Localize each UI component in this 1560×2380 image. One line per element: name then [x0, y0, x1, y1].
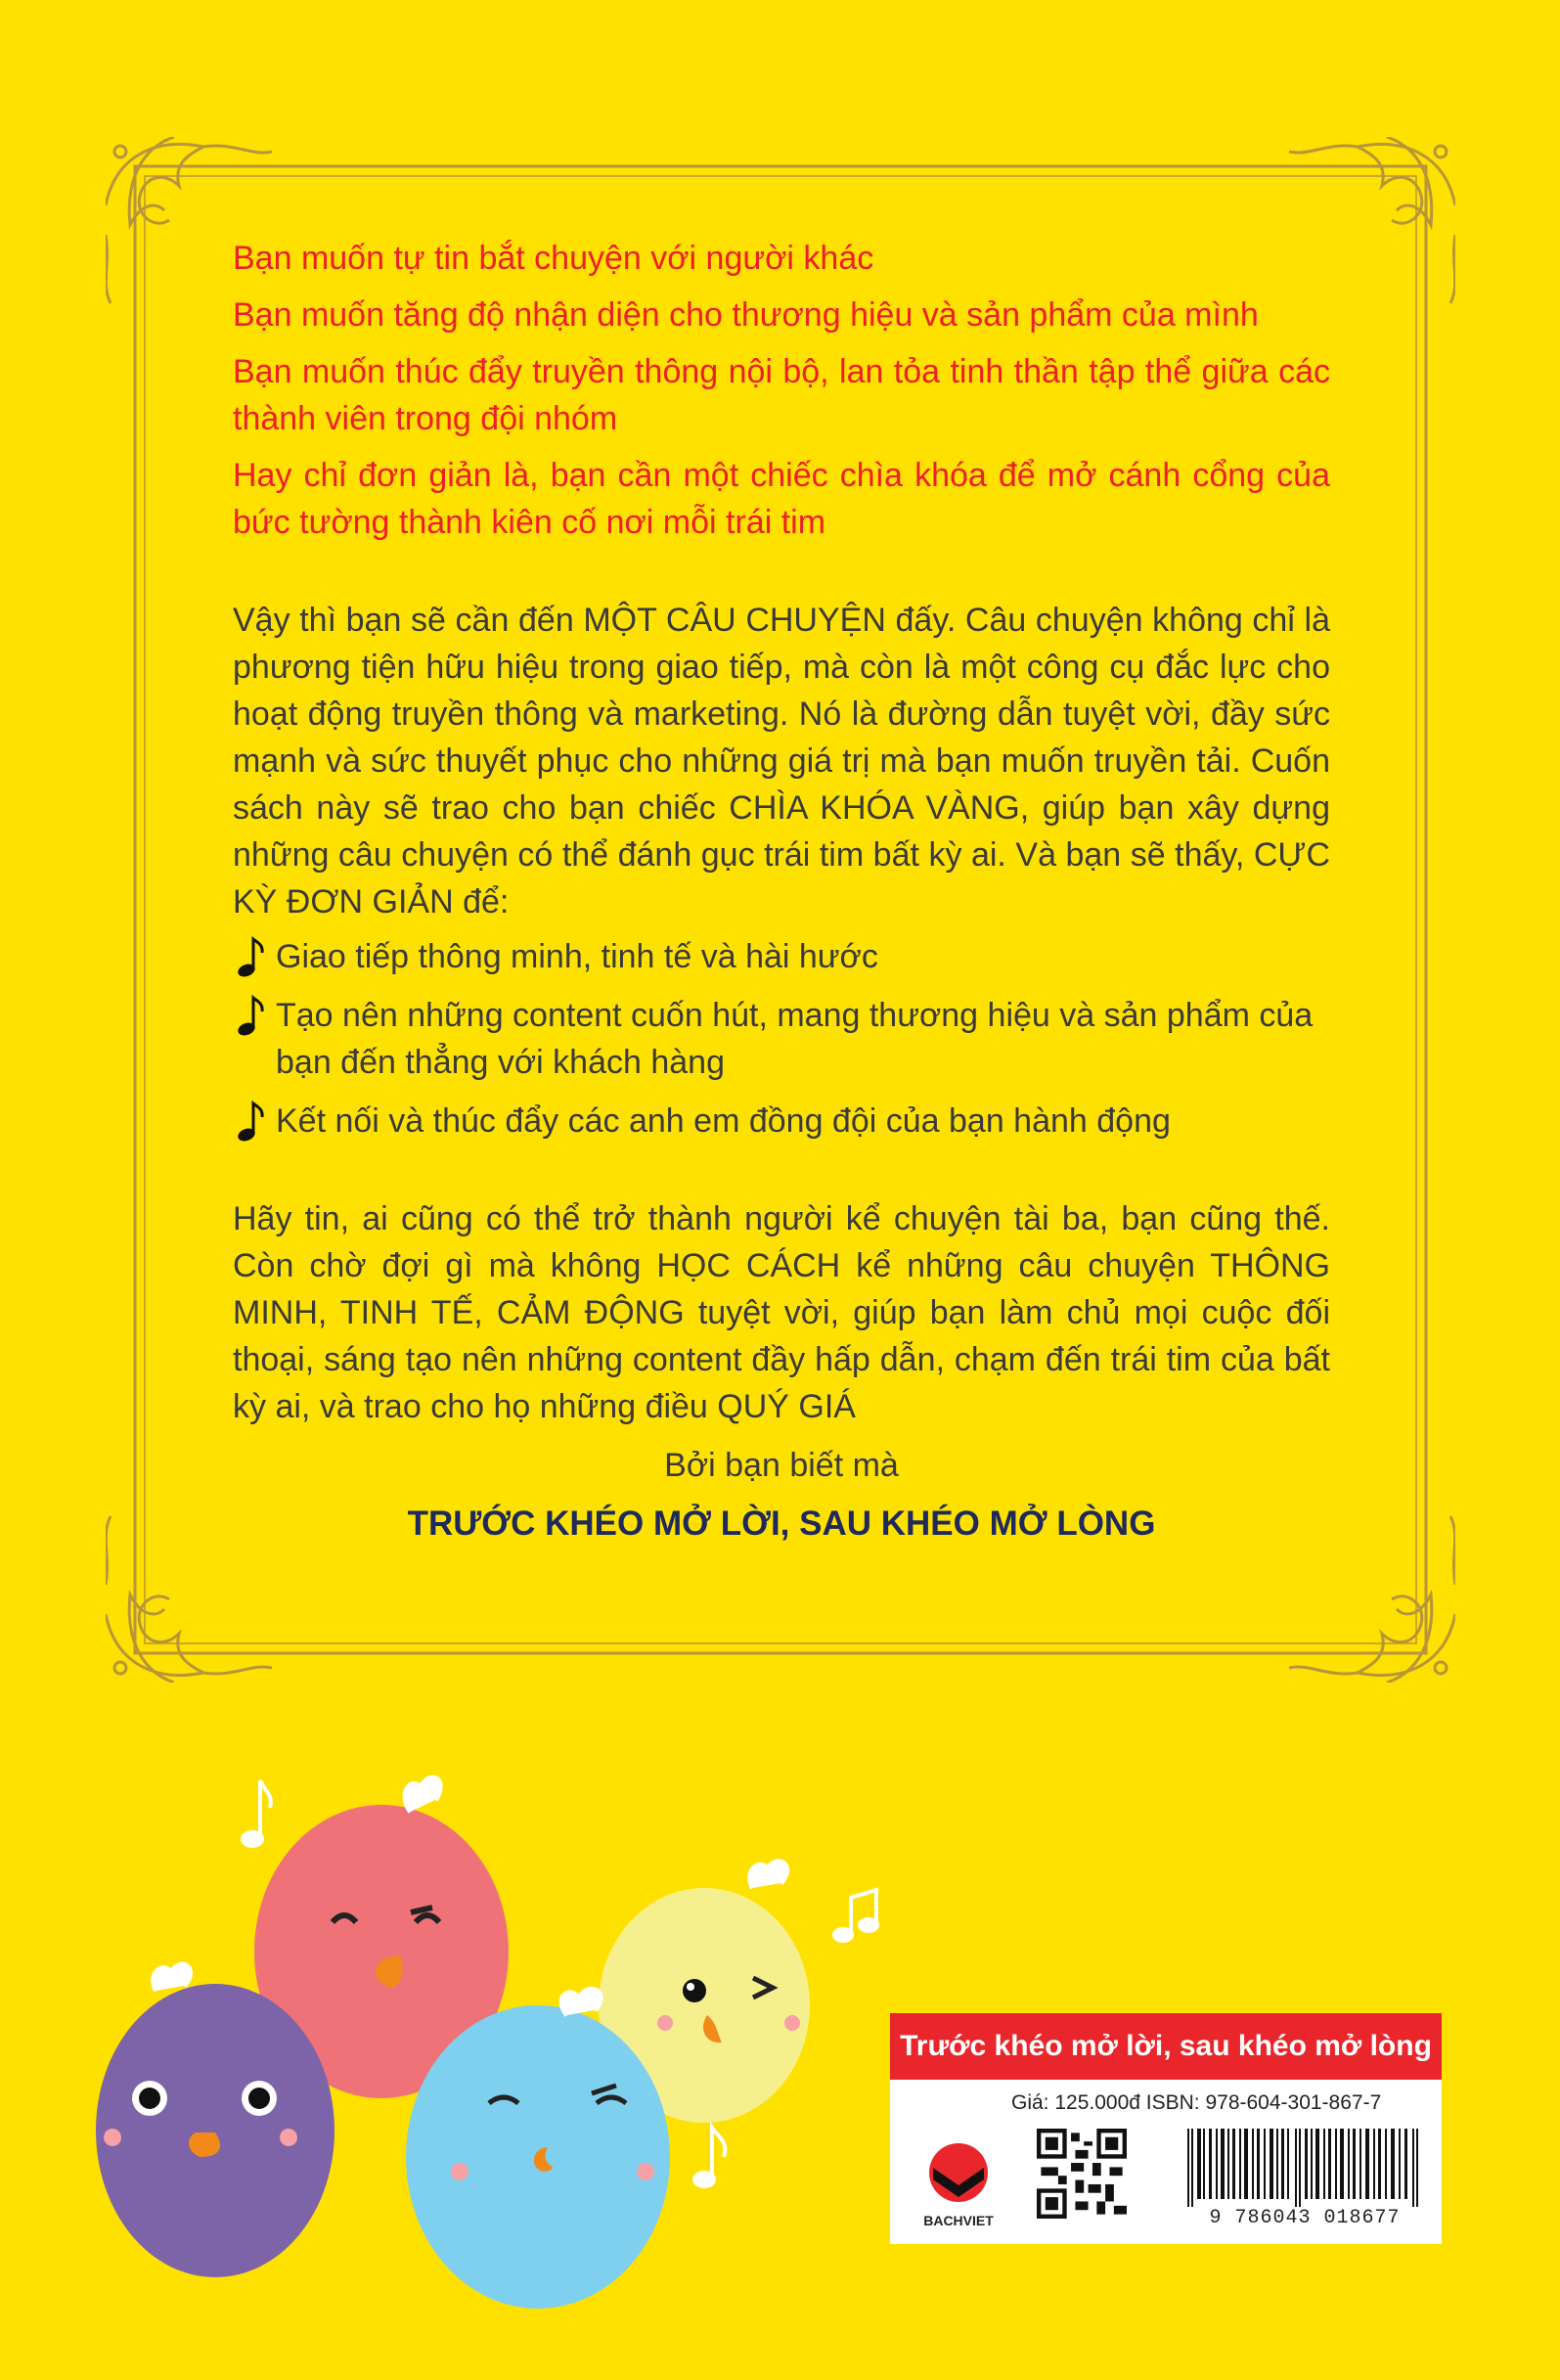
bullet-text: Giao tiếp thông minh, tinh tế và hài hước: [276, 938, 878, 975]
intro-block: [233, 235, 1330, 546]
qr-code: [1037, 2129, 1127, 2219]
list-item: [233, 1098, 1330, 1145]
intro-line: Hay chỉ đơn giản là, bạn cần một chiếc chìa khóa để mở cánh cổng của bức tường thành kiên cố nơi mỗi trái tim: [233, 457, 1330, 541]
paragraph-2: Hãy tin, ai cũng có thể trở thành người kể chuyện tài ba, bạn cũng thế. Còn chờ đợi gì mà không HỌC CÁCH kể những câu chuyện THÔNG MINH, TINH TẾ, CẢM ĐỘNG tuyệt vời, giúp bạn làm chủ mọi cuộc đối thoại, sáng tạo nên những content đầy hấp dẫn, chạm đến trái tim của bất kỳ ai, và trao cho họ những điều QUÝ GIÁ: [233, 1200, 1330, 1425]
barcode: [1183, 2129, 1426, 2207]
publisher-logo: [919, 2129, 998, 2226]
publisher-name: BACHVIET: [923, 2213, 994, 2228]
music-note-icon: [237, 1100, 266, 1143]
bullet-text: Tạo nên những content cuốn hút, mang thương hiệu và sản phẩm của bạn đến thẳng với khách hàng: [276, 997, 1314, 1081]
list-item: [233, 933, 1330, 980]
paragraph-1: Vậy thì bạn sẽ cần đến MỘT CÂU CHUYỆN đấy. Câu chuyện không chỉ là phương tiện hữu hiệu trong giao tiếp, mà còn là một công cụ đắc lực cho hoạt động truyền thông và marketing. Nó là đường dẫn tuyệt vời, đầy sức mạnh và sức thuyết phục cho những giá trị mà bạn muốn truyền tải. Cuốn sách này sẽ trao cho bạn chiếc CHÌA KHÓA VÀNG, giúp bạn xây dựng những câu chuyện có thể đánh gục trái tim bất kỳ ai. Và bạn sẽ thấy, CỰC KỲ ĐƠN GIẢN để:: [233, 602, 1330, 921]
intro-line: Bạn muốn tự tin bắt chuyện với người khác: [233, 240, 874, 277]
closing-line: Bởi bạn biết mà: [664, 1447, 899, 1484]
price-barcode-label: [890, 2013, 1442, 2244]
list-item: [233, 992, 1330, 1086]
music-note-icon: [237, 994, 266, 1037]
label-title: Trước khéo mở lời, sau khéo mở lòng: [890, 2013, 1442, 2080]
intro-line: Bạn muốn tăng độ nhận diện cho thương hiệu và sản phẩm của mình: [233, 296, 1259, 334]
bullet-text: Kết nối và thúc đẩy các anh em đồng đội của bạn hành động: [276, 1102, 1171, 1140]
closing-title: TRƯỚC KHÉO MỞ LỜI, SAU KHÉO MỞ LÒNG: [407, 1504, 1156, 1543]
back-cover-text: [233, 235, 1330, 1549]
barcode-number: 9 786043 018677: [1209, 2207, 1401, 2229]
music-note-icon: [237, 935, 266, 978]
price-isbn: Giá: 125.000đ ISBN: 978-604-301-867-7: [1011, 2091, 1382, 2114]
singing-birds-illustration: [78, 1722, 939, 2328]
intro-line: Bạn muốn thúc đẩy truyền thông nội bộ, lan tỏa tinh thần tập thể giữa các thành viên trong đội nhóm: [233, 353, 1330, 437]
bullet-list: [233, 933, 1330, 1145]
